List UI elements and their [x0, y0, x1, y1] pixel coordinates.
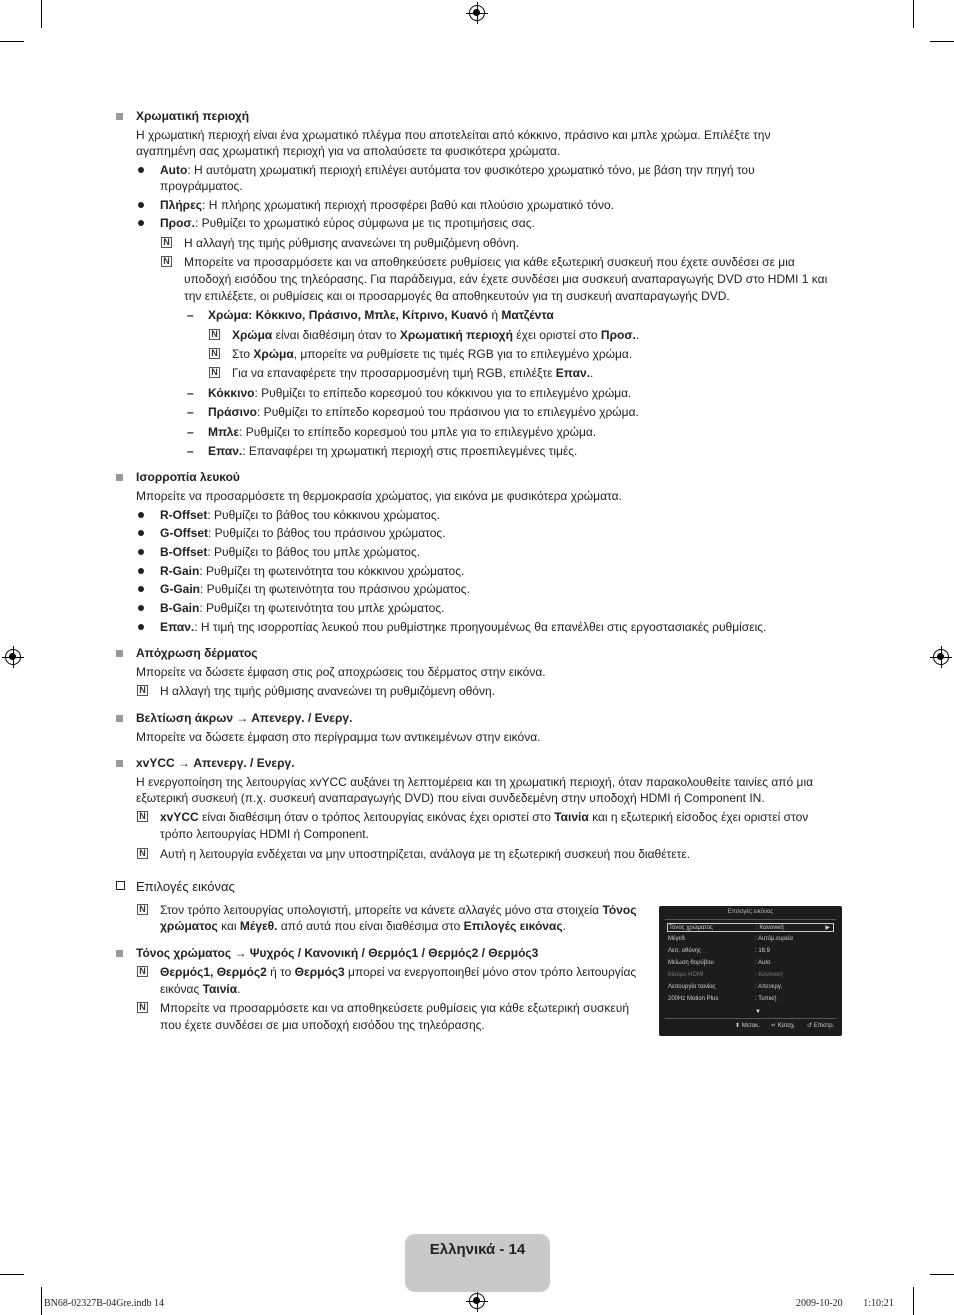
square-bullet-icon — [116, 950, 123, 957]
section-title: Τόνος χρώματος → Ψυχρός / Κανονική / Θερμός1 / Θερμός2 / Θερμός3 — [136, 946, 539, 960]
note-text: τρόπο λειτουργίας HDMI ή Component. — [160, 827, 369, 841]
bullet-icon — [138, 605, 144, 611]
crop-mark — [913, 0, 914, 28]
return-icon: ↺ — [807, 1023, 813, 1029]
paragraph: Η ενεργοποίηση της λειτουργίας xvYCC αυξάνει τη λεπτομέρεια και τη χρωματική περιοχή, όταν παρακολουθείτε ταινίες από μια — [136, 775, 814, 789]
enter-icon: ↵ — [771, 1023, 777, 1029]
note-icon: N — [209, 329, 220, 340]
dash-item: Κόκκινο: Ρυθμίζει το επίπεδο κορεσμού του κόκκινου για το επιλεγμένο χρώμα. — [208, 386, 632, 400]
crop-mark — [913, 1287, 914, 1315]
osd-divider — [665, 919, 836, 920]
crop-mark — [0, 1274, 24, 1275]
square-bullet-icon — [116, 650, 123, 657]
note-icon: N — [209, 367, 220, 378]
note-text: την επιλέξετε, οι ρυθμίσεις και οι προσαρμογές θα αποθηκευτούν για τη συσκευή αναπαραγωγής DVD. — [184, 289, 730, 303]
dash-item: Πράσινο: Ρυθμίζει το επίπεδο κορεσμού του πράσινου για το επιλεγμένο χρώμα. — [208, 405, 639, 419]
registration-mark-icon — [5, 649, 21, 665]
crop-mark — [0, 41, 24, 42]
note-text: που έχετε συνδέσει σε μια υποδοχή εισόδου της τηλεόρασης. — [160, 1018, 485, 1032]
paragraph: αγαπημένη σας χρωματική περιοχή για να απολαύσετε τα φυσικότερα χρώματα. — [136, 144, 561, 158]
subheading: Επιλογές εικόνας — [136, 879, 235, 894]
note-icon: N — [161, 256, 172, 267]
osd-row[interactable]: Μείωση θορύβου : Auto — [668, 960, 771, 966]
square-bullet-icon — [116, 715, 123, 722]
osd-help-move: ⬍ Μετακ. — [735, 1023, 760, 1029]
registration-mark-icon — [469, 5, 485, 21]
crop-mark — [930, 41, 954, 42]
crop-mark — [41, 0, 42, 28]
paragraph: Μπορείτε να προσαρμόσετε τη θερμοκρασία χρώματος, για εικόνα με φυσικότερα χρώματα. — [136, 489, 622, 503]
footer-datetime: 2009-10-20    1:10:21 — [796, 1298, 894, 1309]
bullet-icon — [138, 530, 144, 536]
square-bullet-icon — [116, 474, 123, 481]
bullet-icon — [138, 202, 144, 208]
osd-row[interactable]: 200Hz Motion Plus : Τυπική — [668, 996, 777, 1002]
note-text: Αυτή η λειτουργία ενδέχεται να μην υποστηρίζεται, ανάλογα με τη εξωτερική συσκευή που διαθέτετε. — [160, 847, 691, 861]
list-item: B-Offset: Ρυθμίζει το βάθος του μπλε χρώματος. — [160, 545, 421, 559]
bullet-icon — [138, 167, 144, 173]
note-text: υποδοχή εισόδου της τηλεόρασης. Για παράδειγμα, εάν έχετε συνδέσει μια συσκευή αναπαραγωγής DVD στο HDMI 1 και — [184, 272, 828, 286]
paragraph: εξωτερική συσκευή (π.χ. συσκευή αναπαραγωγής DVD) που είναι συνδεδεμένη στην υποδοχή HDMI ή Component IN. — [136, 791, 765, 805]
bullet-icon — [138, 220, 144, 226]
list-item: Auto: Η αυτόματη χρωματική περιοχή επιλέγει αυτόματα τον φυσικότερο χρωματικό τόνο, με βάση την πηγή του — [160, 163, 755, 177]
osd-help-return: ↺ Επιστρ. — [807, 1023, 835, 1029]
crop-mark — [930, 1274, 954, 1275]
list-item: R-Gain: Ρυθμίζει τη φωτεινότητα του κόκκινου χρώματος. — [160, 564, 465, 578]
note-icon: N — [137, 685, 148, 696]
osd-row[interactable]: Μέγεθ. : Αυτόμ.ευρεία — [668, 936, 793, 942]
list-item: R-Offset: Ρυθμίζει το βάθος του κόκκινου χρώματος. — [160, 508, 440, 522]
note-text: Μπορείτε να προσαρμόσετε και να αποθηκεύσετε ρυθμίσεις για κάθε εξωτερική συσκευή που έχετε συνδέσει σε μια — [184, 255, 795, 269]
dash-bullet: – — [187, 386, 194, 400]
section-title: xvYCC → Απενεργ. / Ενεργ. — [136, 756, 295, 770]
bullet-icon — [138, 568, 144, 574]
page-number: Ελληνικά - 14 — [429, 1241, 526, 1258]
dash-item: Επαν.: Επαναφέρει τη χρωματική περιοχή στις προεπιλεγμένες τιμές. — [208, 444, 578, 458]
osd-row[interactable]: Λειτ. οθόνης : 16:9 — [668, 948, 771, 954]
registration-mark-icon — [469, 1293, 485, 1309]
note-icon: N — [137, 848, 148, 859]
note-text: Χρώμα είναι διαθέσιμη όταν το Χρωματική περιοχή έχει οριστεί στο Προσ.. — [232, 328, 640, 342]
crop-mark — [41, 1287, 42, 1315]
section-title: Βελτίωση άκρων → Απενεργ. / Ενεργ. — [136, 711, 353, 725]
dash-item: Μπλε: Ρυθμίζει το επίπεδο κορεσμού του μπλε για το επιλεγμένο χρώμα. — [208, 425, 597, 439]
paragraph: Μπορείτε να δώσετε έμφαση στο περίγραμμα των αντικειμένων στην εικόνα. — [136, 730, 541, 744]
dash-bullet: – — [187, 405, 194, 419]
list-item-cont: προγράμματος. — [160, 179, 243, 193]
bullet-icon — [138, 586, 144, 592]
osd-help-enter: ↵ Καταχ. — [771, 1023, 796, 1029]
paragraph: Μπορείτε να δώσετε έμφαση στις ροζ αποχρώσεις του δέρματος στην εικόνα. — [136, 665, 546, 679]
bullet-icon — [138, 512, 144, 518]
section-title: Ισορροπία λευκού — [136, 470, 240, 484]
note-text: εικόνας Ταινία. — [160, 982, 241, 996]
paragraph: Η χρωματική περιοχή είναι ένα χρωματικό πλέγμα που αποτελείται από κόκκινο, πράσινο και μπλε χρώμα. Επιλέξτε την — [136, 128, 771, 142]
checkbox-bullet-icon — [116, 881, 125, 890]
list-item: B-Gain: Ρυθμίζει τη φωτεινότητα του μπλε χρώματος. — [160, 601, 445, 615]
note-text: Στο Χρώμα, μπορείτε να ρυθμίσετε τις τιμές RGB για το επιλεγμένο χρώμα. — [232, 347, 633, 361]
dash-item: Χρώμα: Κόκκινο, Πράσινο, Μπλε, Κίτρινο, Κυανό ή Ματζέντα — [208, 308, 554, 322]
section-title: Απόχρωση δέρματος — [136, 646, 258, 660]
note-icon: N — [137, 966, 148, 977]
osd-row[interactable]: Λειτουργία ταινίας : Απενεργ. — [668, 984, 783, 990]
dash-bullet: – — [187, 308, 194, 322]
note-text: χρώματος και Μέγεθ. από αυτά που είναι διαθέσιμα στο Επιλογές εικόνας. — [160, 919, 566, 933]
dash-bullet: – — [187, 425, 194, 439]
note-text: Στον τρόπο λειτουργίας υπολογιστή, μπορείτε να κάνετε αλλαγές μόνο στα στοιχεία Τόνος — [160, 903, 637, 917]
osd-row[interactable]: Τόνος χρώματος : Κανονική ▶ — [667, 923, 834, 932]
list-item: G-Gain: Ρυθμίζει τη φωτεινότητα του πράσινου χρώματος. — [160, 582, 470, 596]
note-text: Η αλλαγή της τιμής ρύθμισης ανανεώνει τη ρυθμιζόμενη οθόνη. — [160, 684, 495, 698]
list-item: Πλήρες: Η πλήρης χρωματική περιοχή προσφέρει βαθύ και πλούσιο χρωματικό τόνο. — [160, 198, 614, 212]
footer-file: BN68-02327B-04Gre.indb 14 — [44, 1298, 164, 1309]
scroll-down-icon: ▼ — [755, 1009, 761, 1015]
note-text: Θερμός1, Θερμός2 ή το Θερμός3 μπορεί να ενεργοποιηθεί μόνο στον τρόπο λειτουργίας — [160, 965, 637, 979]
note-text: xvYCC είναι διαθέσιμη όταν ο τρόπος λειτουργίας εικόνας έχει οριστεί στο Ταινία και η εξωτερική είσοδος έχει οριστεί στον — [160, 810, 809, 824]
note-icon: N — [137, 811, 148, 822]
bullet-icon — [138, 624, 144, 630]
note-icon: N — [137, 1002, 148, 1013]
note-text: Για να επαναφέρετε την προσαρμοσμένη τιμή RGB, επιλέξτε Επαν.. — [232, 366, 594, 380]
list-item: G-Offset: Ρυθμίζει το βάθος του πράσινου χρώματος. — [160, 526, 446, 540]
registration-mark-icon — [933, 649, 949, 665]
note-icon: N — [137, 904, 148, 915]
note-icon: N — [161, 237, 172, 248]
osd-row[interactable]: Μαύρο HDMI : Κανονική — [668, 972, 783, 978]
osd-menu-picture-options — [659, 906, 842, 1036]
square-bullet-icon — [116, 113, 123, 120]
list-item: Επαν.: Η τιμή της ισορροπίας λευκού που ρυθμίστηκε προηγουμένως θα επανέλθει στις εργοστασιακές ρυθμίσεις. — [160, 620, 767, 634]
square-bullet-icon — [116, 760, 123, 767]
move-icon: ⬍ — [735, 1023, 741, 1029]
bullet-icon — [138, 549, 144, 555]
dash-bullet: – — [187, 444, 194, 458]
note-text: Μπορείτε να προσαρμόσετε και να αποθηκεύσετε ρυθμίσεις για κάθε εξωτερική συσκευή — [160, 1001, 629, 1015]
list-item: Προσ.: Ρυθμίζει το χρωματικό εύρος σύμφωνα με τις προτιμήσεις σας. — [160, 216, 535, 230]
note-text: Η αλλαγή της τιμής ρύθμισης ανανεώνει τη ρυθμιζόμενη οθόνη. — [184, 236, 519, 250]
arrow-right-icon: ▶ — [825, 925, 830, 931]
note-icon: N — [209, 348, 220, 359]
section-title: Χρωματική περιοχή — [136, 109, 250, 123]
osd-title: Επιλογές εικόνας — [727, 909, 774, 915]
osd-divider — [665, 1018, 836, 1019]
